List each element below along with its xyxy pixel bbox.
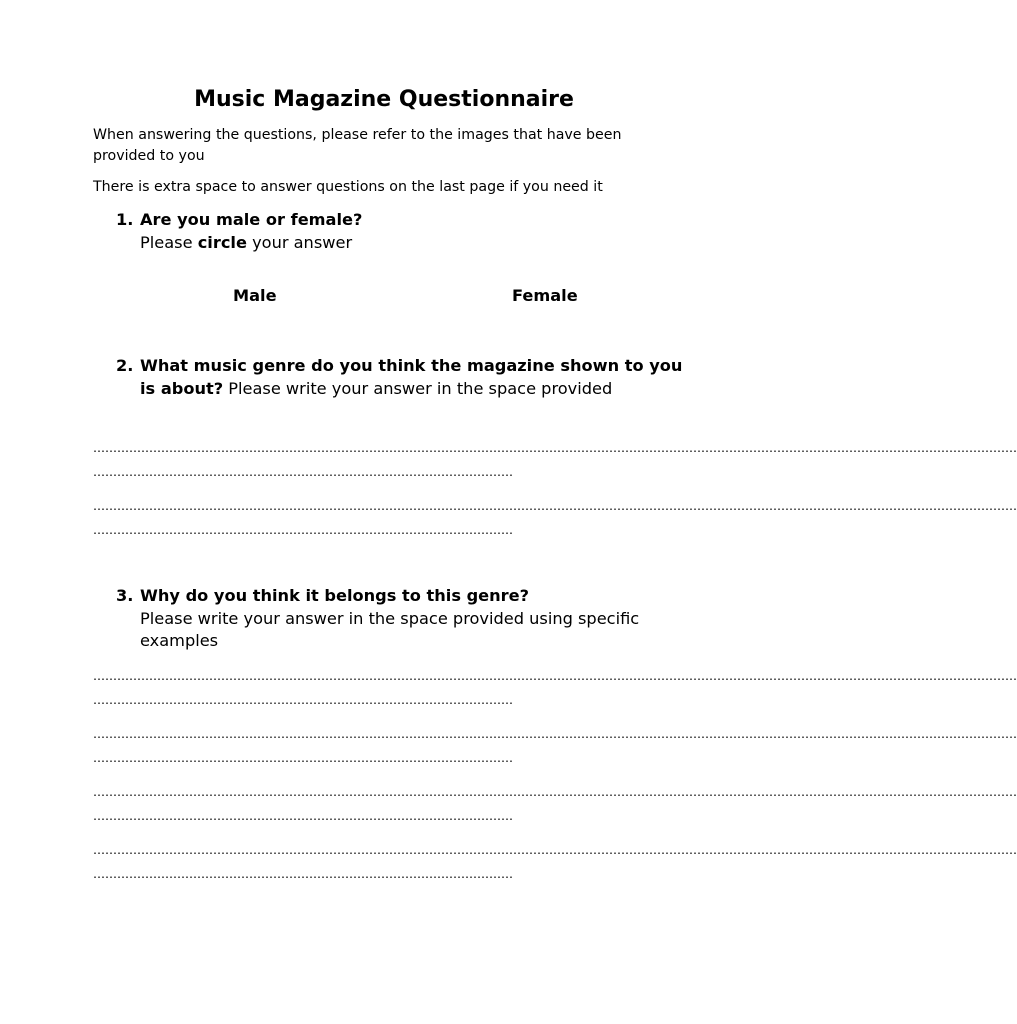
question-3: [116, 585, 686, 653]
question-1-instruction-post: your answer: [246, 232, 353, 252]
question-1-instruction-pre: Please: [140, 232, 198, 252]
answer-field-3a[interactable]: [93, 664, 1017, 712]
answer-field-2a[interactable]: [93, 436, 1017, 484]
question-3-number: 3.: [116, 586, 134, 605]
answer-line-short: ……………………………………………………………………………………………: [93, 751, 513, 765]
option-female[interactable]: Female: [512, 286, 578, 305]
answer-line-short: ……………………………………………………………………………………………: [93, 465, 513, 479]
answer-line-long: ……………………………………………………………………………………………………………………………………………………………………………………………………………: [93, 727, 1017, 741]
question-2-text: What music genre do you think the magazine shown to you is about?: [140, 356, 683, 398]
question-1-instruction-bold: circle: [197, 232, 247, 252]
question-2-instruction: Please write your answer in the space provided: [223, 378, 613, 398]
answer-line-long: ……………………………………………………………………………………………………………………………………………………………………………………………………………: [93, 669, 1017, 683]
question-2: [116, 355, 686, 400]
option-male[interactable]: Male: [233, 286, 277, 305]
intro-text: When answering the questions, please refer to the images that have been provided to you: [93, 127, 622, 164]
answer-field-3d[interactable]: [93, 838, 1017, 886]
answer-field-2b[interactable]: [93, 494, 1017, 542]
answer-line-long: ……………………………………………………………………………………………………………………………………………………………………………………………………………: [93, 441, 1017, 455]
question-3-instruction: Please write your answer in the space provided using specific examples: [140, 608, 640, 650]
question-1-text: Are you male or female?: [140, 210, 363, 229]
answer-field-3b[interactable]: [93, 722, 1017, 770]
answer-line-long: ……………………………………………………………………………………………………………………………………………………………………………………………………………: [93, 785, 1017, 799]
page-title: Music Magazine Questionnaire: [194, 87, 574, 112]
extra-space-note: There is extra space to answer questions on the last page if you need it: [93, 179, 603, 195]
answer-line-short: ……………………………………………………………………………………………: [93, 693, 513, 707]
question-1: [116, 209, 686, 254]
answer-field-3c[interactable]: [93, 780, 1017, 828]
question-1-instruction: [140, 232, 686, 255]
answer-line-short: ……………………………………………………………………………………………: [93, 809, 513, 823]
question-2-body: [140, 355, 686, 400]
answer-line-long: ……………………………………………………………………………………………………………………………………………………………………………………………………………: [93, 499, 1017, 513]
answer-line-short: ……………………………………………………………………………………………: [93, 867, 513, 881]
question-1-number: 1.: [116, 210, 134, 229]
answer-line-long: ……………………………………………………………………………………………………………………………………………………………………………………………………………: [93, 843, 1017, 857]
question-3-text: Why do you think it belongs to this genre?: [140, 586, 530, 605]
question-2-number: 2.: [116, 356, 134, 375]
answer-line-short: ……………………………………………………………………………………………: [93, 523, 513, 537]
